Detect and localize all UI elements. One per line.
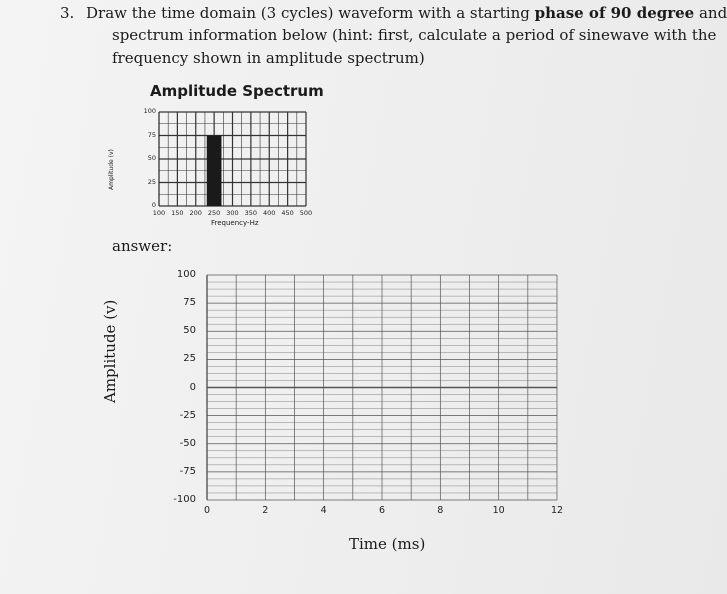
spectrum-xtick-label: 150 [171,209,184,217]
spectrum-xtick-label: 350 [244,209,258,217]
answer-xtick-label: 0 [203,505,211,516]
answer-ytick-label: 50 [183,325,196,337]
answer-xtick-label: 10 [492,505,505,516]
answer-xtick-label: 12 [550,505,564,516]
question-number: 3. [60,4,75,22]
question-line-2: spectrum information below (hint: first, calculate a period of sinewave with the [112,26,717,44]
question-line-1: Draw the time domain (3 cycles) waveform with a starting phase of 90 degree and [86,4,727,22]
spectrum-xtick-label: 100 [152,209,166,217]
answer-ytick-label: 25 [183,353,196,365]
spectrum-ylabel: Amplitude (v) [108,149,115,190]
spectrum-ytick-label: 75 [147,130,156,139]
time-axis-label: Time (ms) [349,535,426,553]
answer-xtick-label: 8 [437,505,444,516]
spectrum-xlabel: Frequency-Hz [211,219,259,227]
spectrum-title: Amplitude Spectrum [150,82,324,100]
answer-ytick-label: 75 [183,297,196,309]
spectrum-ytick-label: 100 [143,107,156,115]
answer-ytick-label: -75 [179,465,196,477]
spectrum-ytick-label: 50 [147,154,156,162]
spectrum-ytick-label: 25 [147,177,156,186]
answer-ytick-label: -100 [173,494,196,505]
spectrum-xtick-label: 200 [189,209,202,217]
spectrum-xtick-label: 450 [281,209,294,217]
answer-ytick-label: -50 [179,437,196,449]
spectrum-xtick-label: 300 [226,209,239,217]
spectrum-xtick-label: 500 [299,209,313,217]
spectrum-xtick-label: 250 [207,209,221,217]
answer-ytick-label: 100 [176,269,196,280]
answer-ylabel: Amplitude (v) [101,299,119,403]
answer-xtick-label: 4 [320,505,327,516]
spectrum-ytick-label: 0 [151,201,156,209]
answer-ytick-label: -25 [179,409,196,421]
answer-label: answer: [112,237,173,255]
question-line-3: frequency shown in amplitude spectrum) [112,49,425,67]
answer-xtick-label: 6 [378,505,386,516]
answer-ytick-label: 0 [189,381,196,393]
spectrum-xtick-label: 400 [263,209,276,217]
answer-xtick-label: 2 [262,505,269,516]
